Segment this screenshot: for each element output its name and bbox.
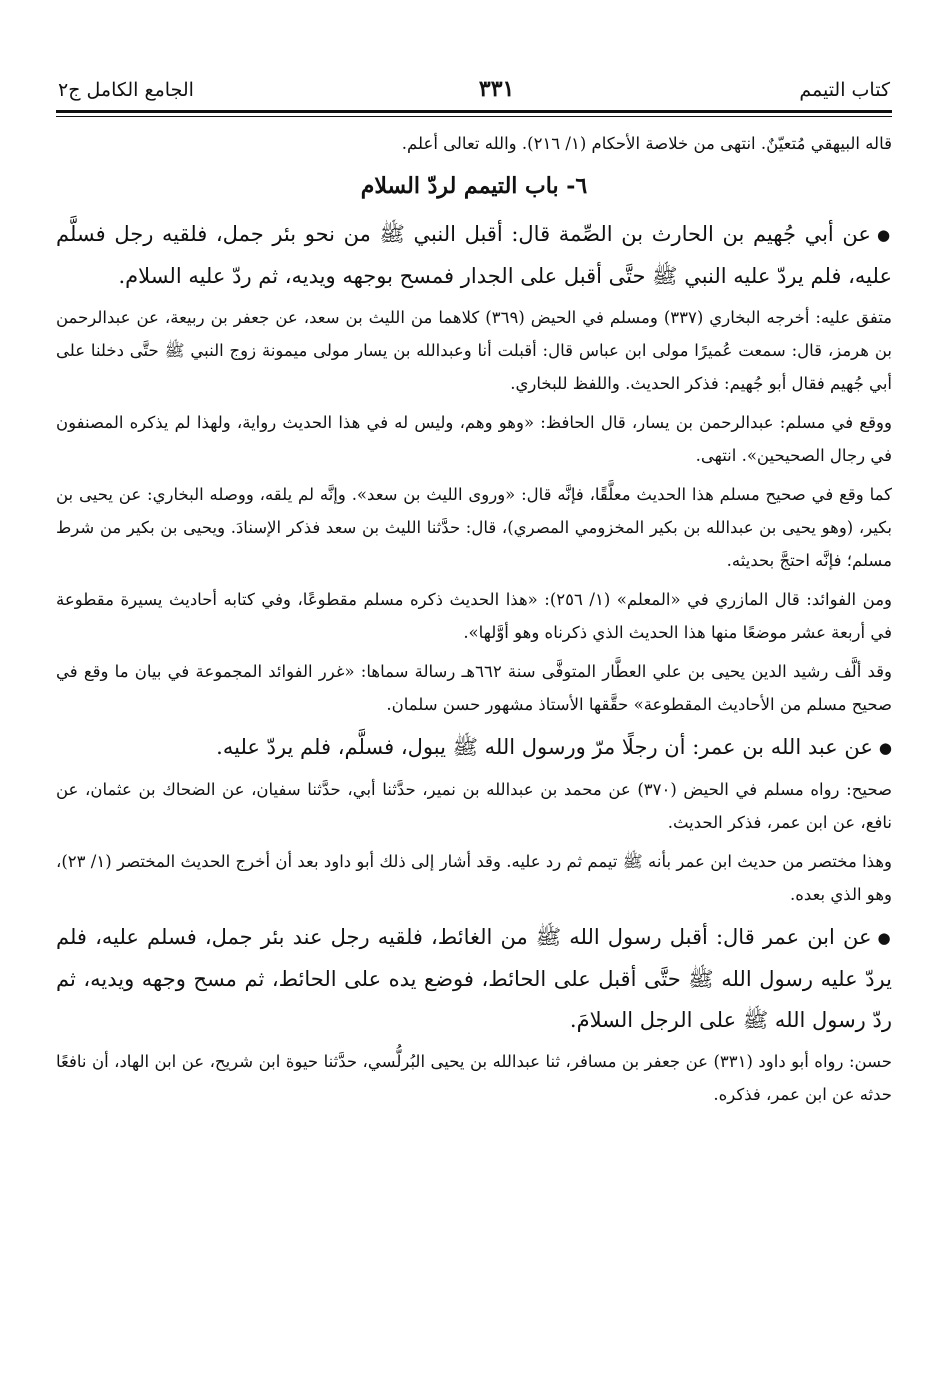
closing-note: قاله البيهقي مُتعيّنٌ. انتهى من خلاصة الأحكام (١/ ٢١٦). والله تعالى أعلم. <box>401 134 892 153</box>
header-rule-thin <box>56 116 892 117</box>
hadith-text <box>56 917 892 1041</box>
bullet-icon: ● <box>878 739 892 757</box>
hadith-body: عن أبي جُهيم بن الحارث بن الصِّمة قال: أقبل النبي ﷺ من نحو بئر جمل، فلقيه رجل فسلَّم عليه، فلم يردّ عليه النبي ﷺ حتَّى أقبل على الجدار فمسح بوجهه ويديه، ثم ردّ عليه السلام. <box>56 222 892 288</box>
takhrij-note: صحيح: رواه مسلم في الحيض (٣٧٠) عن محمد بن عبدالله بن نمير، حدَّثنا أبي، حدَّثنا سفيان، عن الضحاك بن عثمان، عن نافع، عن ابن عمر، فذكر الحديث. <box>56 780 892 832</box>
takhrij-note: متفق عليه: أخرجه البخاري (٣٣٧) ومسلم في الحيض (٣٦٩) كلاهما من الليث بن سعد، عن جعفر بن ربيعة، عن عبدالرحمن بن هرمز، قال: سمعت عُميرًا مولى ابن عباس قال: أقبلت أنا وعبدالله بن يسار مولى ميمونة زوج النبي ﷺ حتَّى دخلنا على أبي جُهيم فقال أبو جُهيم: فذكر الحديث. واللفظ للبخاري. <box>56 308 893 393</box>
bullet-icon: ● <box>877 929 892 947</box>
commentary-note: كما وقع في صحيح مسلم هذا الحديث معلَّقًا، فإنَّه قال: «وروى الليث بن سعد». وإنَّه لم يلقه، ووصله البخاري: عن يحيى بن بكير، (وهو يحيى بن عبدالله بن بكير المخزومي المصري)، قال: حدَّثنا الليث بن سعد فذكر الإسنادَ. ويحيى بن بكير من شرط مسلم؛ فإنَّه احتجَّ بحديثه. <box>56 485 892 570</box>
section-heading: ٦- باب التيمم لردّ السلام <box>360 173 588 199</box>
hadith-text <box>56 214 892 297</box>
book-title: الجامع الكامل ج٢ <box>58 79 194 101</box>
commentary-note: ووقع في مسلم: عبدالرحمن بن يسار، قال الحافظ: «وهو وهم، وليس له في هذا الحديث رواية، ولهذا لم يذكره المصنفون في رجال الصحيحين». انتهى. <box>56 413 892 465</box>
page-number: ٣٣١ <box>478 76 515 102</box>
hadith-body: عن ابن عمر قال: أقبل رسول الله ﷺ من الغائط، فلقيه رجل عند بئر جمل، فسلم عليه، فلم يردّ عليه رسول الله ﷺ حتَّى أقبل على الحائط، فوضع يده على الحائط، ثم مسح وجهه ويديه، ثم ردّ رسول الله ﷺ على الرجل السلامَ. <box>56 925 892 1032</box>
takhrij-note: حسن: رواه أبو داود (٣٣١) عن جعفر بن مسافر، ثنا عبدالله بن يحيى البُرلُّسي، حدَّثنا حيوة ابن شريح، عن ابن الهاد، أن نافعًا حدثه عن ابن عمر، فذكره. <box>56 1052 892 1104</box>
chapter-title: كتاب التيمم <box>799 79 890 101</box>
page-body <box>56 127 892 1111</box>
hadith-body: عن عبد الله بن عمر: أن رجلًا مرّ ورسول الله ﷺ يبول، فسلَّم، فلم يردّ عليه. <box>216 735 873 759</box>
commentary-note: وقد ألَّف رشيد الدين يحيى بن علي العطَّار المتوفَّى سنة ٦٦٢هـ رسالة سماها: «غرر الفوائد المجموعة في بيان ما وقع في صحيح مسلم من الأحاديث المقطوعة» حقَّقها الأستاذ مشهور حسن سلمان. <box>56 662 892 714</box>
hadith-text <box>56 727 892 769</box>
commentary-note: وهذا مختصر من حديث ابن عمر بأنه ﷺ تيمم ثم رد عليه. وقد أشار إلى ذلك أبو داود بعد أن أخرج الحديث المختصر (١/ ٢٣)، وهو الذي بعده. <box>56 852 892 904</box>
book-page <box>56 72 892 1117</box>
header-rule-thick <box>56 110 892 113</box>
running-header <box>56 72 892 108</box>
commentary-note: ومن الفوائد: قال المازري في «المعلم» (١/ ٢٥٦): «هذا الحديث ذكره مسلم مقطوعًا، وفي كتابه أحاديث يسيرة مقطوعة في أربعة عشر موضعًا منها هذا الحديث الذي ذكرناه وهو أوَّلها». <box>56 590 893 642</box>
bullet-icon: ● <box>876 226 892 244</box>
